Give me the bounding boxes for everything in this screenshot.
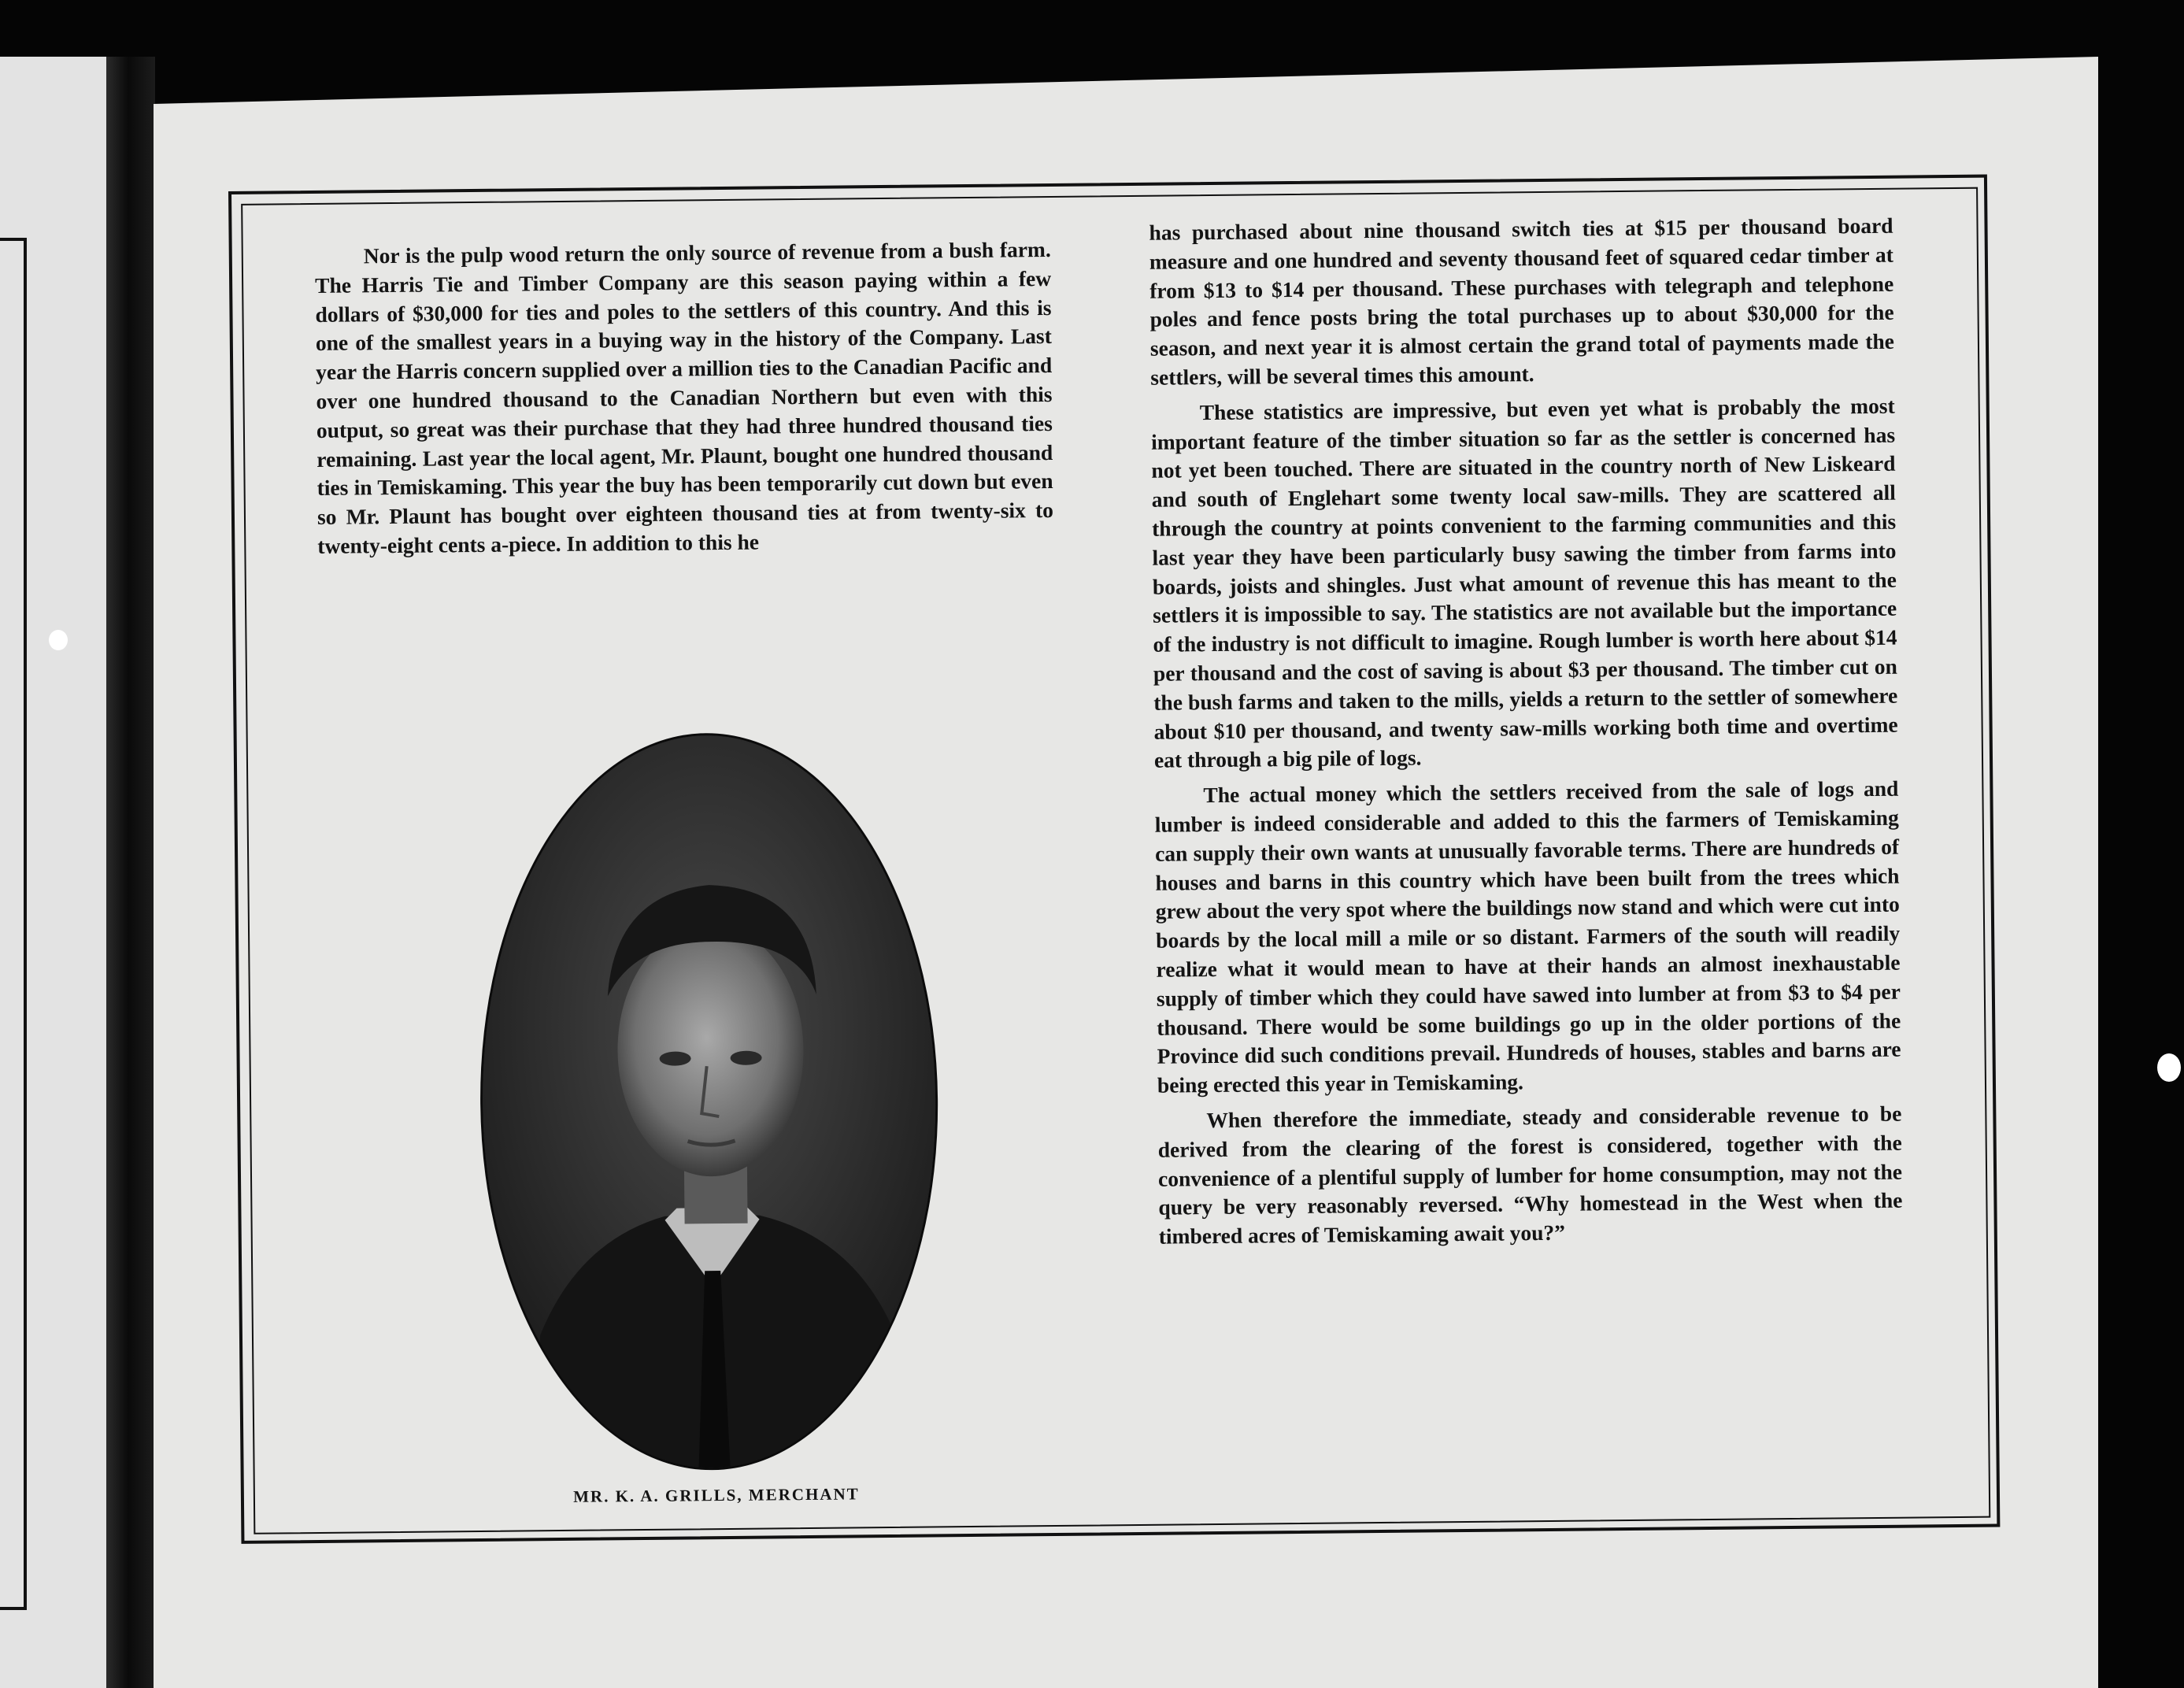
scan-blemish	[49, 630, 68, 650]
facing-page-edge	[0, 57, 106, 1688]
left-paragraph-1: Nor is the pulp wood return the only source of revenue from a bush farm. The Harris Tie and Timber Company are this season paying within a few dollars of $30,000 for ties and poles to the settlers of this country. And this is one of the smallest years in a buying way in the history of the Company. Last year the Harris concern supplied over a million ties to the Canadian Pacific and over one hundred thousand to the Canadian Northern but even with this output, so great was their purchase that they had three hundred thousand ties remaining. Last year the local agent, Mr. Plaunt, bought one hundred thousand ties in Temiskaming. This year the buy has been temporarily cut down but even so Mr. Plaunt has bought over eighteen thousand ties at from twenty-six to twenty-eight cents a-piece. In addition to this he	[315, 236, 1054, 558]
facing-page-border	[0, 238, 27, 1610]
right-paragraph-3: The actual money which the settlers received from the sale of logs and lumber is indeed considerable and added to this the farmers of Temiskaming can supply their own wants at unusually favorable terms. There are hundreds of houses and barns in this country which have been built from the trees which grew about the very spot where the buildings now stand and which were cut into boards by the local mill a mile or so distant. Farmers of the south will readily realize what it would mean to have at their hands an almost inexhaustable supply of timber which they could have sawed into lumber at from $3 to $4 per thousand. There would be some buildings go up in the older portions of the Province did such conditions prevail. Hundreds of houses, stables and barns are being erected this year in Temiskaming.	[1154, 776, 1901, 1098]
right-column	[1149, 212, 1903, 1258]
left-column	[315, 235, 1054, 568]
scan-blemish	[2157, 1053, 2181, 1082]
right-paragraph-1-continued: has purchased about nine thousand switch ties at $15 per thousand board measure and one hundred and seventy thousand feet of squared cedar timber at from $13 to $14 per thousand. These purchases with telegraph and telephone poles and fence posts bring the total purchases up to about $30,000 for the season, and next year it is almost certain the grand total of payments made the settlers, will be several times this amount.	[1149, 213, 1895, 390]
book-gutter	[106, 57, 155, 1688]
portrait-illustration	[479, 733, 939, 1469]
photo-caption: MR. K. A. GRILLS, MERCHANT	[573, 1484, 860, 1506]
right-paragraph-2: These statistics are impressive, but even yet what is probably the most important feature of the timber situation so far as the settler is concerned has not yet been touched. There are situated in the country north of New Liskeard and south of Englehart some twenty local saw-mills. They are scattered all through the country at points convenient to the farming communities and this last year they have been particularly busy sawing the timber from farms into boards, joists and shingles. Just what amount of revenue this has meant to the settlers it is impossible to say. The statistics are not available but the importance of the industry is not difficult to imagine. Rough lumber is worth here about $14 per thousand and the cost of saving is about $3 per thousand. The timber cut on the bush farms and taken to the mills, yields a return to the settler of somewhere about $10 per thousand, and twenty saw-mills working both time and overtime eat through a big pile of logs.	[1150, 393, 1898, 773]
article-frame	[228, 175, 2000, 1544]
right-paragraph-4: When therefore the immediate, steady and considerable revenue to be derived from the clearing of the forest is considered, together with the convenience of a plentiful supply of lumber for home consumption, may not the query be very reasonably reversed. “Why homestead in the West when the timbered acres of Temiskaming await you?”	[1157, 1101, 1903, 1249]
